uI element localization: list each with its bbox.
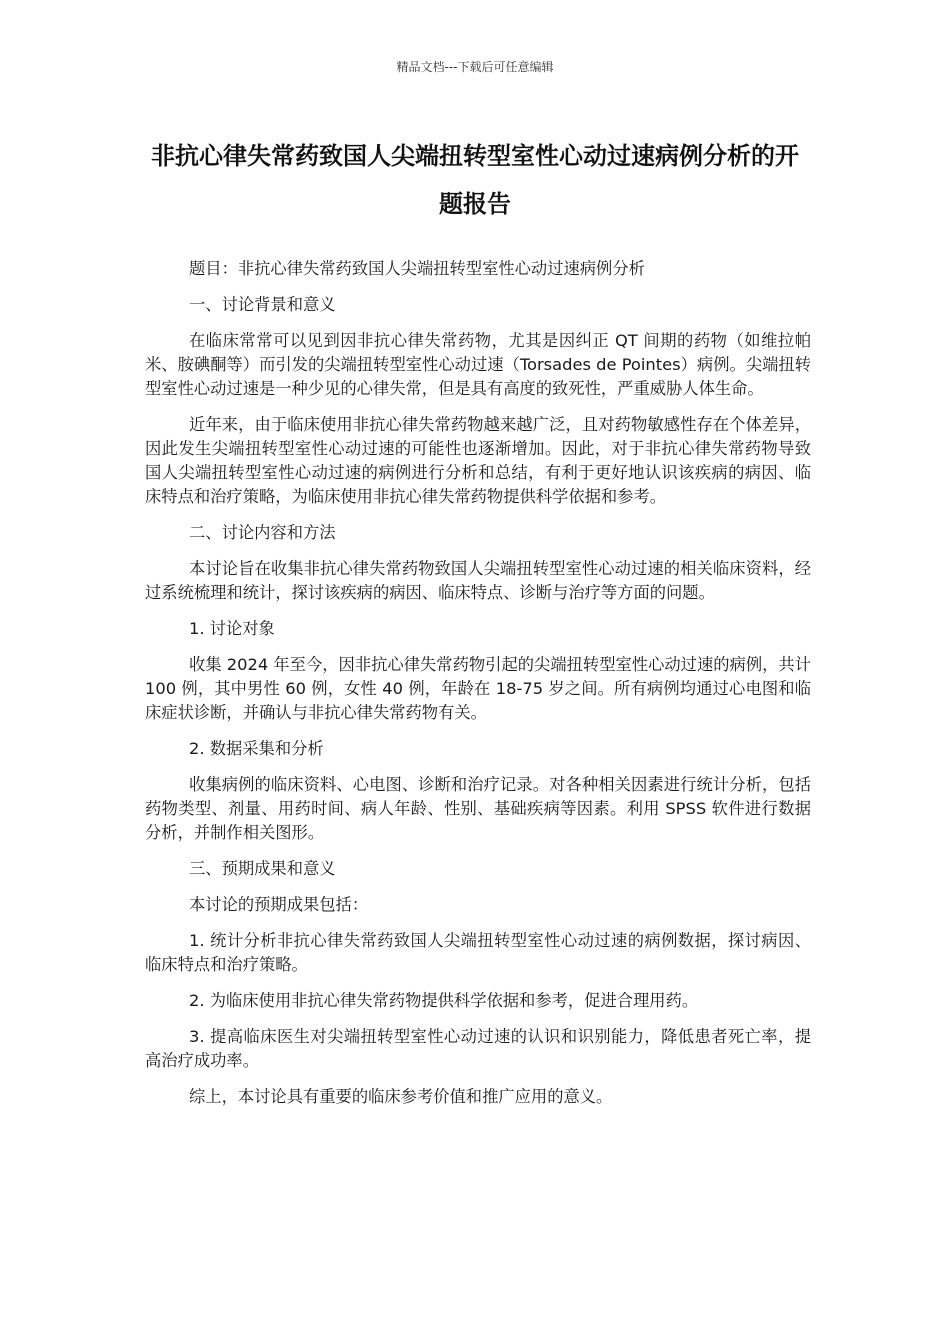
paragraph: 近年来，由于临床使用非抗心律失常药物越来越广泛，且对药物敏感性存在个体差异，因此发生尖端扭转型室性心动过速的可能性也逐渐增加。因此，对于非抗心律失常药物导致国人尖端扭转型室性心动过速的病例进行分析和总结，有利于更好地认识该疾病的病因、临床特点和治疗策略，为临床使用非抗心律失常药物提供科学依据和参考。	[145, 415, 811, 506]
subsection-heading-subjects: 1. 讨论对象	[189, 619, 275, 638]
paragraph: 收集 2024 年至今，因非抗心律失常药物引起的尖端扭转型室性心动过速的病例，共计 100 例，其中男性 60 例，女性 40 例，年龄在 18-75 岁之间。所有病例均通过心电图和临床症状诊断，并确认与非抗心律失常药物有关。	[145, 655, 811, 722]
paragraph: 在临床常常可以见到因非抗心律失常药物，尤其是因纠正 QT 间期的药物（如维拉帕米、胺碘酮等）而引发的尖端扭转型室性心动过速（Torsades de Pointes）病例。尖端扭转型室性心动过速是一种少见的心律失常，但是具有高度的致死性，严重威胁人体生命。	[145, 331, 811, 398]
paragraph-topic: 题目：非抗心律失常药致国人尖端扭转型室性心动过速病例分析	[189, 259, 645, 278]
document-body	[145, 257, 811, 1121]
subsection-heading-data: 2. 数据采集和分析	[189, 739, 324, 758]
list-item: 2. 为临床使用非抗心律失常药物提供科学依据和参考，促进合理用药。	[189, 991, 699, 1010]
list-item: 1. 统计分析非抗心律失常药致国人尖端扭转型室性心动过速的病例数据，探讨病因、临床特点和治疗策略。	[145, 931, 811, 974]
document-title: 非抗心律失常药致国人尖端扭转型室性心动过速病例分析的开题报告	[151, 142, 799, 218]
section-heading-expected-results: 三、预期成果和意义	[189, 859, 336, 878]
section-heading-content-methods: 二、讨论内容和方法	[189, 523, 336, 542]
page-header: 精品文档---下载后可任意编辑	[396, 60, 554, 74]
paragraph: 本讨论旨在收集非抗心律失常药物致国人尖端扭转型室性心动过速的相关临床资料，经过系统梳理和统计，探讨该疾病的病因、临床特点、诊断与治疗等方面的问题。	[145, 559, 811, 602]
list-item: 3. 提高临床医生对尖端扭转型室性心动过速的认识和识别能力，降低患者死亡率，提高治疗成功率。	[145, 1027, 811, 1070]
paragraph: 收集病例的临床资料、心电图、诊断和治疗记录。对各种相关因素进行统计分析，包括药物类型、剂量、用药时间、病人年龄、性别、基础疾病等因素。利用 SPSS 软件进行数据分析，并制作相关图形。	[145, 775, 811, 842]
paragraph: 本讨论的预期成果包括：	[189, 895, 369, 914]
section-heading-background: 一、讨论背景和意义	[189, 295, 336, 314]
paragraph-conclusion: 综上，本讨论具有重要的临床参考价值和推广应用的意义。	[189, 1087, 613, 1106]
